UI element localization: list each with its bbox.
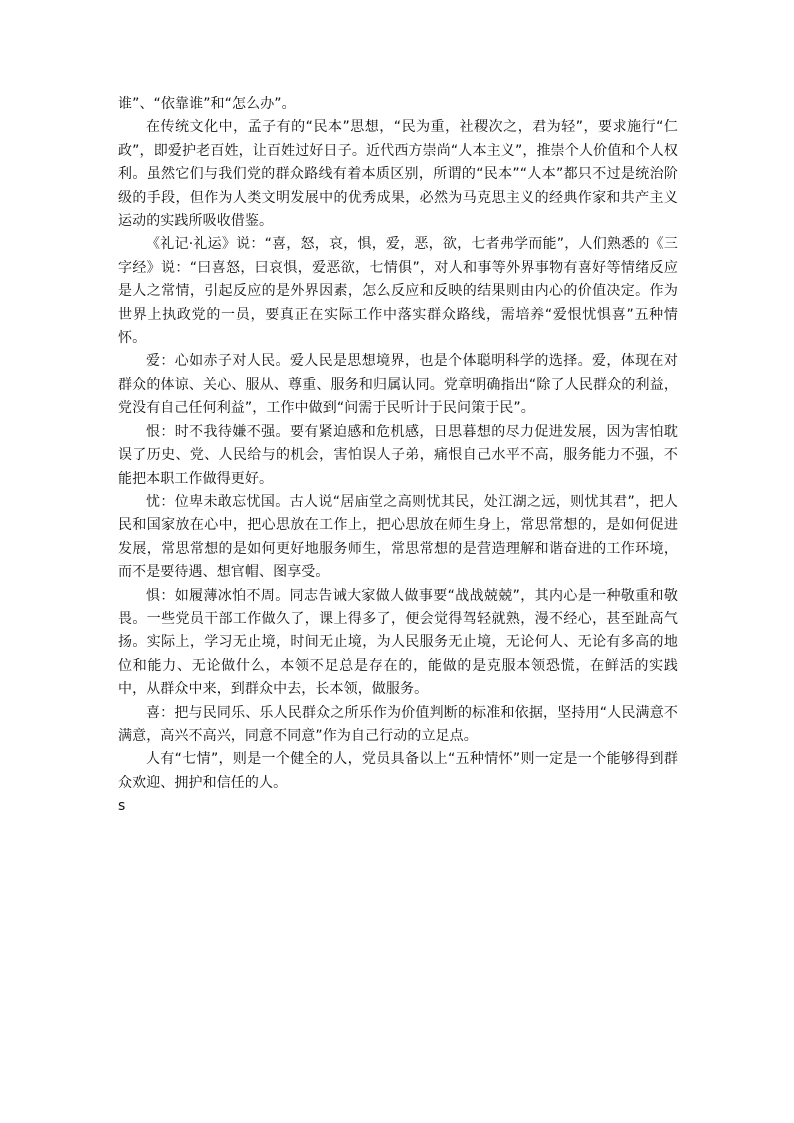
- paragraph-worry: 忧：位卑未敢忘忧国。古人说“居庙堂之高则忧其民，处江湖之远，则忧其君”，把人民和国家放在心中，把心思放在工作上，把心思放在师生身上，常思常想的，是如何促进发展，常思常想的是如何更好地服务师生，常思常想的是营造理解和谐奋进的工作环境，而不是要待遇、想官帽、图享受。: [118, 493, 678, 581]
- document-body: [118, 93, 678, 819]
- paragraph-love: 爱：心如赤子对人民。爱人民是思想境界，也是个体聪明科学的选择。爱，体现在对群众的体谅、关心、服从、尊重、服务和归属认同。党章明确指出“除了人民群众的利益，党没有自己任何利益”，工作中做到“问需于民听计于民问策于民”。: [118, 353, 678, 417]
- paragraph-joy: 喜：把与民同乐、乐人民群众之所乐作为价值判断的标准和依据，坚持用“人民满意不满意，高兴不高兴，同意不同意”作为自己行动的立足点。: [118, 704, 678, 744]
- trailing-character: s: [118, 798, 126, 815]
- paragraph-hate: 恨：时不我待嫌不强。要有紧迫感和危机感，日思暮想的尽力促进发展，因为害怕耽误了历史、党、人民给与的机会，害怕误人子弟，痛恨自己水平不高，服务能力不强，不能把本职工作做得更好。: [118, 423, 678, 487]
- paragraph-continuation: 谁”、“依靠谁”和“怎么办”。: [118, 96, 296, 112]
- paragraph-conclusion: 人有“七情”，则是一个健全的人，党员具备以上“五种情怀”则一定是一个能够得到群众欢迎、拥护和信任的人。: [118, 751, 678, 791]
- paragraph-minben: 在传统文化中，孟子有的“民本”思想，“民为重，社稷次之，君为轻”，要求施行“仁政”，即爱护老百姓，让百姓过好日子。近代西方崇尚“人本主义”，推崇个人价值和个人权利。虽然它们与我们党的群众路线有着本质区别，所谓的“民本”“人本”都只不过是统治阶级的手段，但作为人类文明发展中的优秀成果，必然为马克思主义的经典作家和共产主义运动的实践所吸收借鉴。: [118, 119, 678, 230]
- paragraph-fear: 惧：如履薄冰怕不周。同志告诫大家做人做事要“战战兢兢”，其内心是一种敬重和敬畏。一些党员干部工作做久了，课上得多了，便会觉得驾轻就熟，漫不经心，甚至趾高气扬。实际上，学习无止境，时间无止境，为人民服务无止境，无论何人、无论有多高的地位和能力、无论做什么，本领不足总是存在的，能做的是克服本领恐慌，在鲜活的实践中，从群众中来，到群众中去，长本领，做服务。: [118, 587, 678, 698]
- paragraph-liji: 《礼记·礼运》说：“喜，怒，哀，惧，爱，恶，欲，七者弗学而能”，人们熟悉的《三字经》说：“曰喜怒，曰哀惧，爱恶欲，七情俱”，对人和事等外界事物有喜好等情绪反应是人之常情，引起反应的是外界因素，怎么反应和反映的结果则由内心的价值决定。作为世界上执政党的一员，要真正在实际工作中落实群众路线，需培养“爱恨忧惧喜”五种情怀。: [118, 236, 678, 347]
